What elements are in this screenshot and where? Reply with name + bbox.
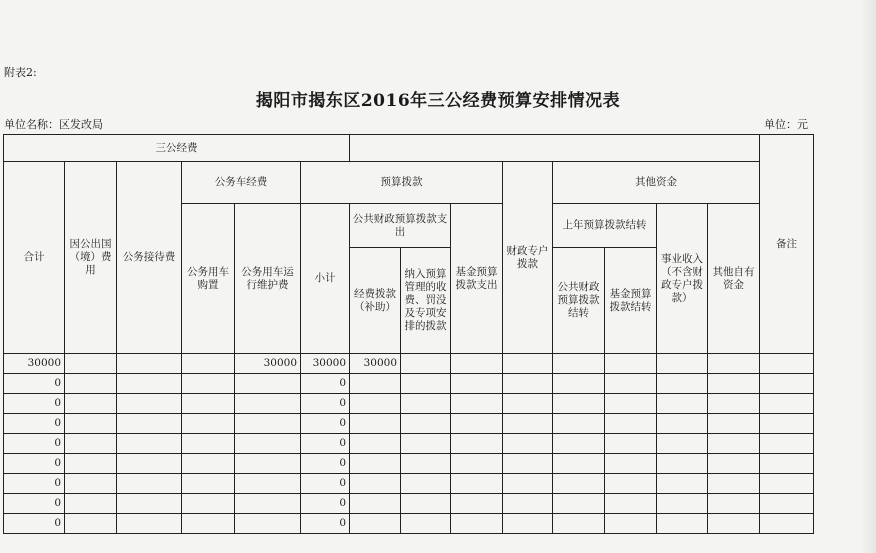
cell-yunxing — [235, 514, 301, 534]
cell-empty — [65, 394, 117, 414]
cell-heji: 0 — [4, 494, 65, 514]
cell-yunxing — [235, 434, 301, 454]
cell-empty — [657, 474, 708, 494]
cell-empty — [503, 494, 553, 514]
cell-empty — [65, 474, 117, 494]
cell-empty — [401, 414, 451, 434]
cell-empty — [182, 394, 235, 414]
cell-empty — [401, 474, 451, 494]
cell-empty — [451, 514, 503, 534]
cell-empty — [605, 414, 657, 434]
cell-empty — [401, 354, 451, 374]
cell-empty — [553, 474, 605, 494]
table-row — [4, 494, 814, 514]
cell-empty — [451, 474, 503, 494]
cell-empty — [708, 454, 760, 474]
cell-empty — [708, 414, 760, 434]
header-jijin-jiezhuan: 基金预算拨款结转 — [605, 248, 657, 354]
header-xiaoji: 小计 — [301, 204, 350, 354]
cell-jingfei — [350, 434, 401, 454]
cell-empty — [451, 434, 503, 454]
cell-yunxing — [235, 374, 301, 394]
cell-empty — [657, 354, 708, 374]
cell-xiaoji: 0 — [301, 474, 350, 494]
cell-empty — [65, 454, 117, 474]
cell-heji: 30000 — [4, 354, 65, 374]
header-gongwuche: 公务车经费 — [182, 162, 301, 204]
cell-empty — [708, 494, 760, 514]
cell-xiaoji: 30000 — [301, 354, 350, 374]
cell-empty — [451, 414, 503, 434]
cell-empty — [760, 494, 814, 514]
cell-empty — [605, 514, 657, 534]
cell-empty — [760, 414, 814, 434]
cell-empty — [503, 354, 553, 374]
cell-empty — [553, 494, 605, 514]
cell-empty — [605, 354, 657, 374]
currency-unit-label: 单位：元 — [764, 118, 808, 131]
cell-xiaoji: 0 — [301, 494, 350, 514]
header-gonggong-jiezhuan: 公共财政预算拨款结转 — [553, 248, 605, 354]
cell-empty — [451, 454, 503, 474]
table-row — [4, 354, 814, 374]
cell-empty — [553, 394, 605, 414]
header-yunxing: 公务用车运行维护费 — [235, 204, 301, 354]
cell-jingfei: 30000 — [350, 354, 401, 374]
cell-xiaoji: 0 — [301, 374, 350, 394]
cell-empty — [657, 514, 708, 534]
cell-empty — [65, 354, 117, 374]
cell-empty — [401, 374, 451, 394]
cell-xiaoji: 0 — [301, 414, 350, 434]
cell-empty — [451, 494, 503, 514]
cell-empty — [182, 494, 235, 514]
cell-empty — [503, 474, 553, 494]
cell-jingfei — [350, 414, 401, 434]
cell-empty — [503, 514, 553, 534]
cell-empty — [657, 454, 708, 474]
cell-empty — [708, 354, 760, 374]
cell-empty — [117, 454, 182, 474]
cell-jingfei — [350, 474, 401, 494]
cell-empty — [65, 374, 117, 394]
cell-heji: 0 — [4, 454, 65, 474]
cell-empty — [605, 434, 657, 454]
cell-empty — [503, 374, 553, 394]
cell-empty — [708, 374, 760, 394]
table-row — [4, 394, 814, 414]
cell-empty — [760, 354, 814, 374]
cell-heji: 0 — [4, 474, 65, 494]
cell-xiaoji: 0 — [301, 394, 350, 414]
cell-empty — [182, 374, 235, 394]
cell-empty — [182, 474, 235, 494]
table-body — [4, 354, 814, 534]
cell-empty — [553, 354, 605, 374]
cell-empty — [760, 474, 814, 494]
cell-empty — [182, 434, 235, 454]
cell-empty — [760, 394, 814, 414]
cell-jingfei — [350, 374, 401, 394]
cell-empty — [65, 434, 117, 454]
cell-empty — [451, 394, 503, 414]
table-row — [4, 454, 814, 474]
cell-empty — [401, 434, 451, 454]
cell-heji: 0 — [4, 434, 65, 454]
table-row — [4, 514, 814, 534]
header-gouzhi: 公务用车购置 — [182, 204, 235, 354]
cell-empty — [182, 414, 235, 434]
cell-xiaoji: 0 — [301, 454, 350, 474]
cell-empty — [605, 474, 657, 494]
cell-jingfei — [350, 454, 401, 474]
cell-empty — [708, 514, 760, 534]
cell-jingfei — [350, 514, 401, 534]
cell-yunxing — [235, 414, 301, 434]
cell-empty — [503, 414, 553, 434]
cell-empty — [553, 454, 605, 474]
cell-empty — [117, 514, 182, 534]
header-shiye: 事业收入（不含财政专户拨款） — [657, 204, 708, 354]
cell-empty — [117, 394, 182, 414]
table-row — [4, 474, 814, 494]
cell-empty — [451, 354, 503, 374]
cell-empty — [117, 494, 182, 514]
header-jingfei: 经费拨款（补助） — [350, 248, 401, 354]
header-heji: 合计 — [4, 162, 65, 354]
cell-empty — [503, 394, 553, 414]
cell-empty — [182, 454, 235, 474]
cell-empty — [553, 374, 605, 394]
cell-empty — [503, 434, 553, 454]
cell-xiaoji: 0 — [301, 514, 350, 534]
cell-empty — [553, 434, 605, 454]
header-blank-top — [350, 135, 760, 162]
cell-empty — [657, 374, 708, 394]
header-jiedai: 公务接待费 — [117, 162, 182, 354]
cell-empty — [401, 394, 451, 414]
header-shangnian: 上年预算拨款结转 — [553, 204, 657, 248]
cell-jingfei — [350, 494, 401, 514]
cell-empty — [401, 494, 451, 514]
page-title: 揭阳市揭东区2016年三公经费预算安排情况表 — [255, 91, 621, 111]
table-row — [4, 374, 814, 394]
header-sangong: 三公经费 — [4, 135, 350, 162]
cell-empty — [657, 494, 708, 514]
cell-empty — [760, 374, 814, 394]
cell-empty — [117, 374, 182, 394]
budget-table — [3, 134, 814, 534]
table-row — [4, 414, 814, 434]
cell-empty — [117, 434, 182, 454]
cell-heji: 0 — [4, 514, 65, 534]
header-narusuan: 纳入预算管理的收费、罚没及专项安排的拨款 — [401, 248, 451, 354]
cell-empty — [708, 434, 760, 454]
cell-empty — [708, 394, 760, 414]
cell-yunxing — [235, 494, 301, 514]
header-yusuan: 预算拨款 — [301, 162, 503, 204]
attachment-label: 附表2: — [4, 66, 37, 79]
cell-empty — [117, 354, 182, 374]
cell-empty — [503, 454, 553, 474]
cell-yunxing: 30000 — [235, 354, 301, 374]
cell-empty — [760, 454, 814, 474]
header-gonggong: 公共财政预算拨款支出 — [350, 204, 451, 248]
cell-empty — [760, 514, 814, 534]
cell-heji: 0 — [4, 394, 65, 414]
cell-empty — [182, 514, 235, 534]
cell-empty — [401, 514, 451, 534]
cell-empty — [117, 474, 182, 494]
cell-empty — [605, 454, 657, 474]
cell-yunxing — [235, 474, 301, 494]
cell-empty — [657, 434, 708, 454]
cell-yunxing — [235, 394, 301, 414]
cell-empty — [117, 414, 182, 434]
cell-empty — [65, 494, 117, 514]
cell-jingfei — [350, 394, 401, 414]
cell-empty — [182, 354, 235, 374]
cell-empty — [760, 434, 814, 454]
cell-empty — [708, 474, 760, 494]
scan-edge-shadow — [860, 0, 876, 553]
cell-empty — [401, 454, 451, 474]
cell-empty — [65, 514, 117, 534]
cell-empty — [451, 374, 503, 394]
unit-name-label: 单位名称：区发改局 — [4, 118, 103, 131]
header-beizhu: 备注 — [760, 135, 814, 354]
header-jijin: 基金预算拨款支出 — [451, 204, 503, 354]
header-qita: 其他资金 — [553, 162, 760, 204]
header-qita-ziyou: 其他自有资金 — [708, 204, 760, 354]
cell-xiaoji: 0 — [301, 434, 350, 454]
cell-heji: 0 — [4, 414, 65, 434]
cell-heji: 0 — [4, 374, 65, 394]
cell-empty — [553, 514, 605, 534]
header-caizheng-zhuanhu: 财政专户拨款 — [503, 162, 553, 354]
header-chuguo: 因公出国（境）费用 — [65, 162, 117, 354]
cell-empty — [605, 494, 657, 514]
cell-empty — [605, 394, 657, 414]
cell-empty — [657, 414, 708, 434]
table-row — [4, 434, 814, 454]
cell-empty — [657, 394, 708, 414]
cell-yunxing — [235, 454, 301, 474]
cell-empty — [553, 414, 605, 434]
cell-empty — [605, 374, 657, 394]
cell-empty — [65, 414, 117, 434]
